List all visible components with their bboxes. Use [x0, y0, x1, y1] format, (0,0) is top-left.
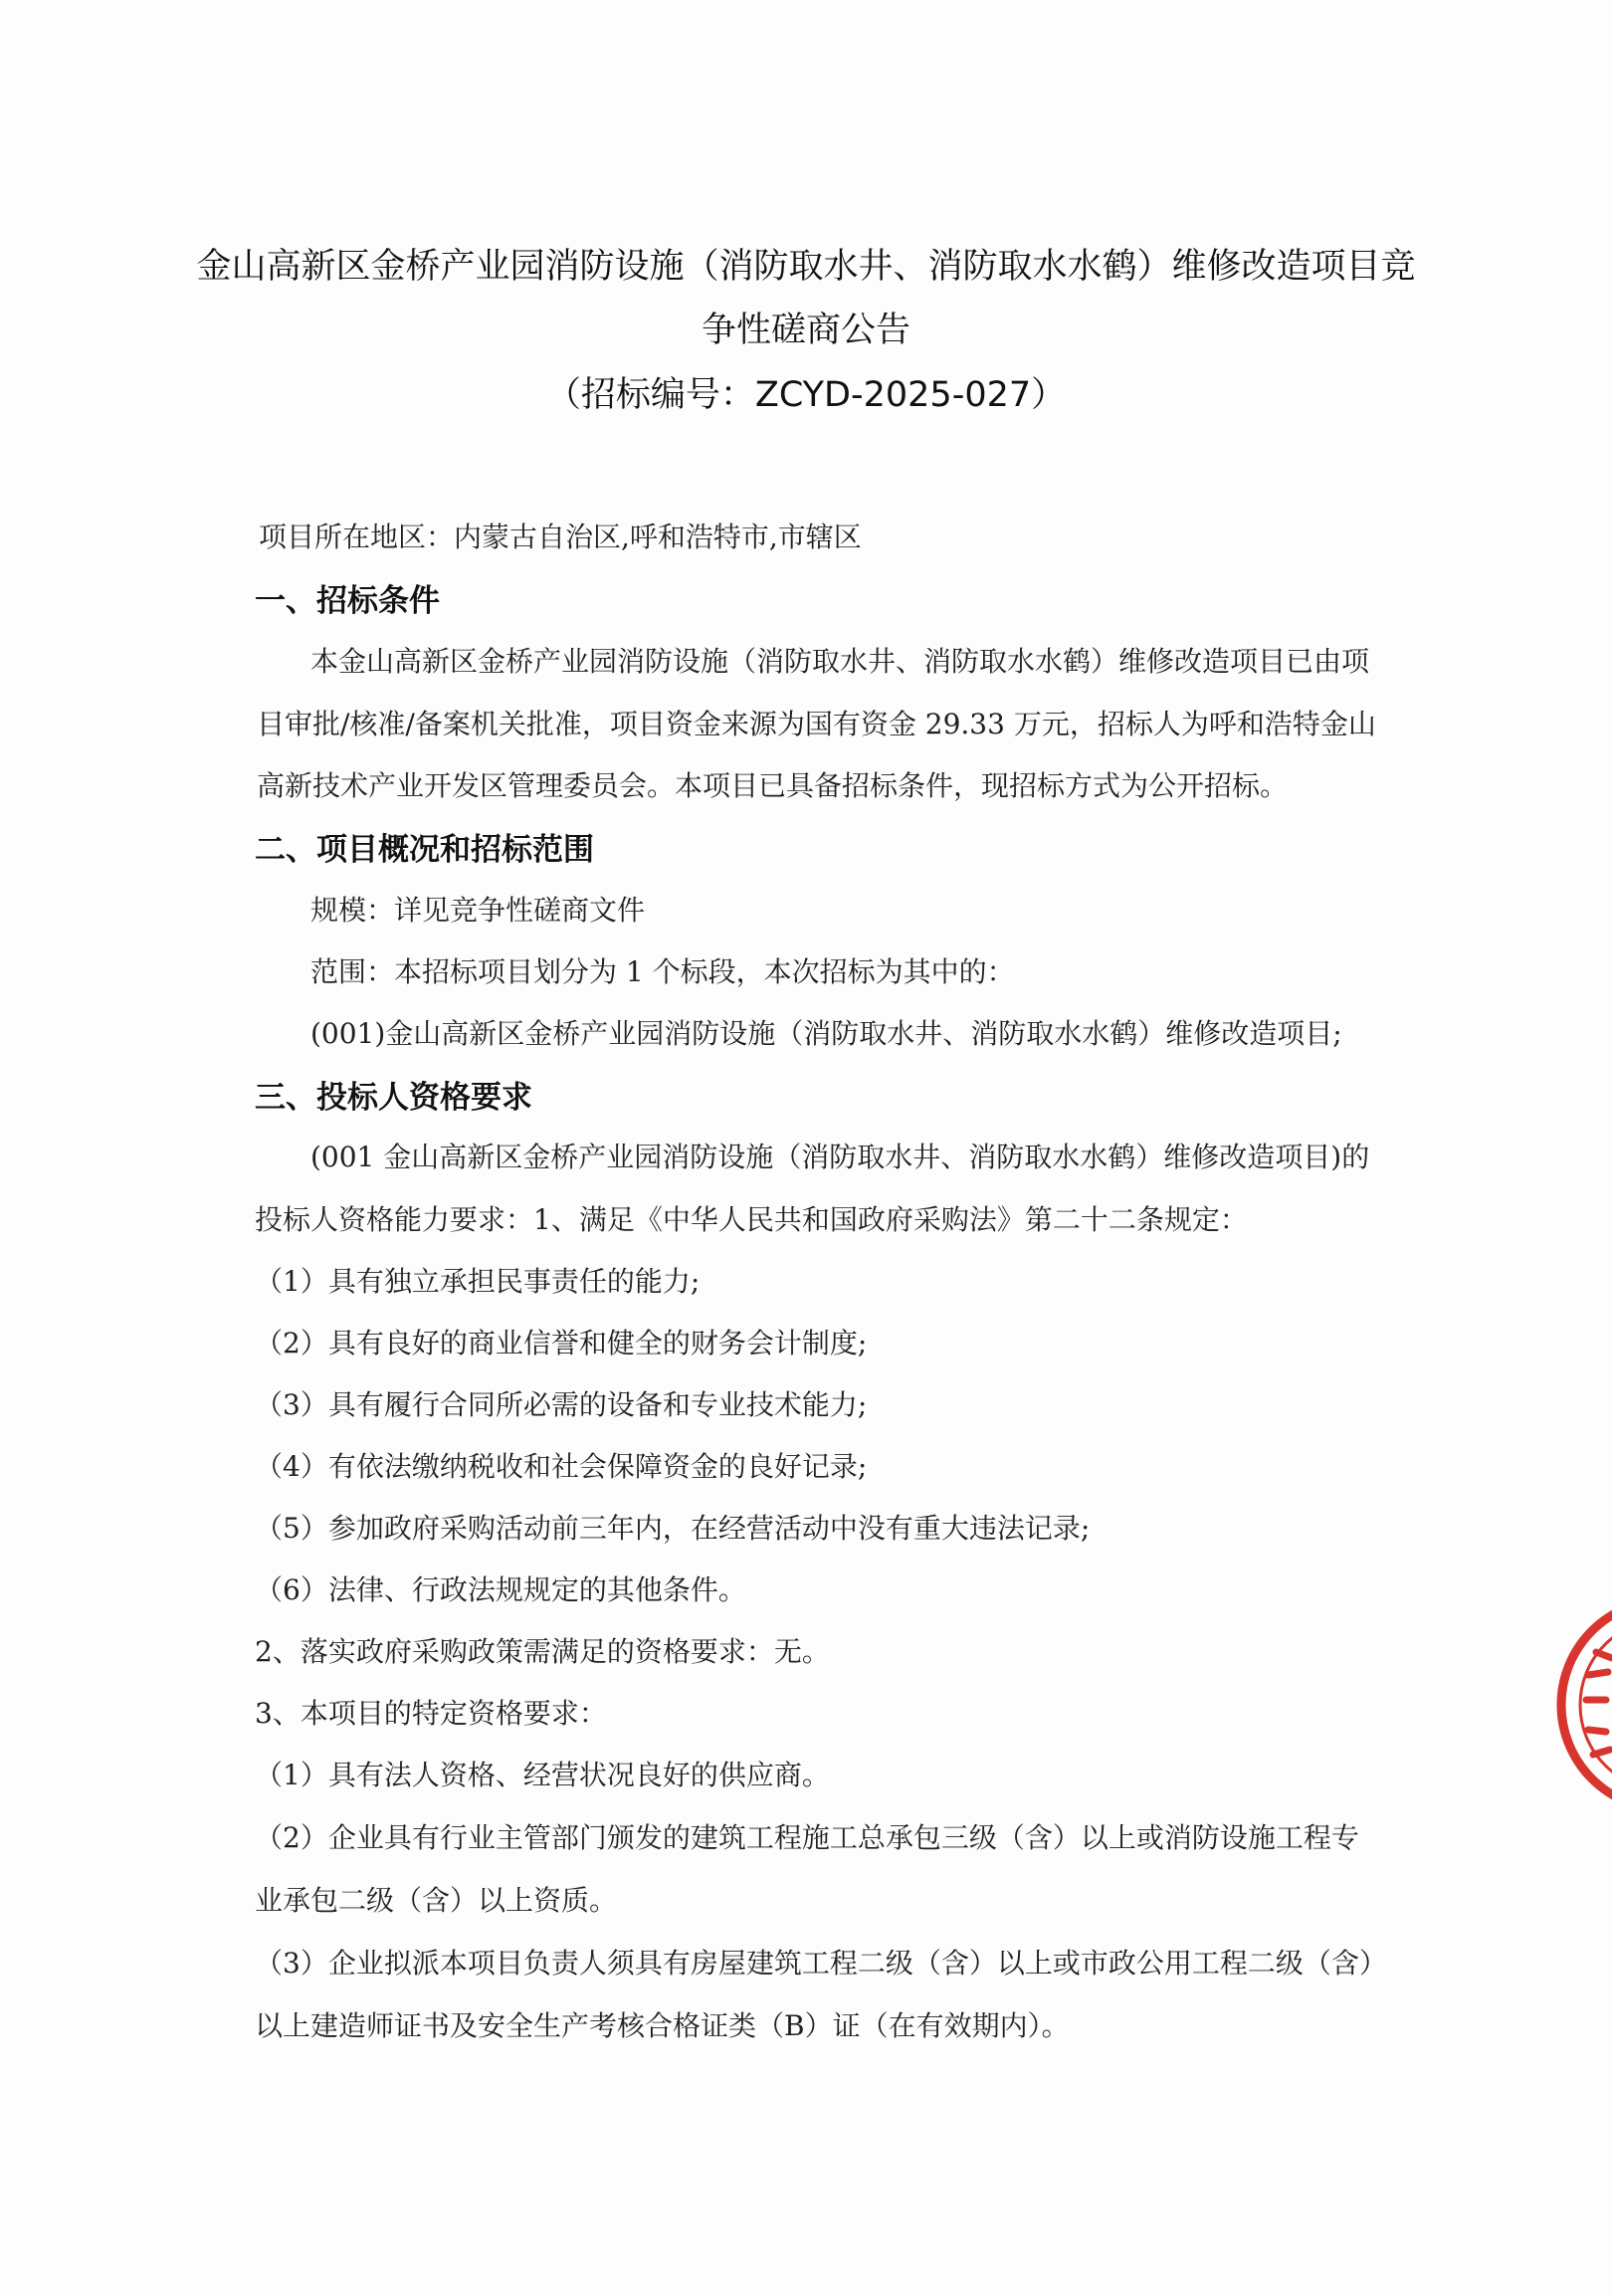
section-heading-3: 三、投标人资格要求	[255, 1080, 532, 1116]
section-3-line: （3）企业拟派本项目负责人须具有房屋建筑工程二级（含）以上或市政公用工程二级（含）	[255, 1947, 1387, 1980]
section-3-line: （2）具有良好的商业信誉和健全的财务会计制度;	[255, 1327, 868, 1359]
section-3-line: 2、落实政府采购政策需满足的资格要求：无。	[255, 1635, 830, 1668]
section-3-line: （3）具有履行合同所必需的设备和专业技术能力;	[255, 1388, 868, 1421]
project-location: 项目所在地区：内蒙古自治区,呼和浩特市,市辖区	[259, 521, 862, 553]
section-heading-2: 二、项目概况和招标范围	[255, 832, 594, 868]
section-3-line: (001 金山高新区金桥产业园消防设施（消防取水井、消防取水水鹤）维修改造项目)的	[310, 1141, 1370, 1173]
section-heading-1: 一、招标条件	[255, 583, 440, 619]
section-3-line: （6）法律、行政法规规定的其他条件。	[255, 1573, 746, 1606]
official-seal-icon	[1548, 1580, 1612, 1829]
section-3-line: 以上建造师证书及安全生产考核合格证类（B）证（在有效期内）。	[255, 2009, 1070, 2042]
section-3-line: 业承包二级（含）以上资质。	[255, 1884, 618, 1917]
section-3-line: 3、本项目的特定资格要求：	[255, 1697, 607, 1730]
tender-number: （招标编号：ZCYD-2025-027）	[545, 375, 1067, 415]
section-1-line: 高新技术产业开发区管理委员会。本项目已具备招标条件，现招标方式为公开招标。	[257, 769, 1289, 802]
section-3-line: （1）具有法人资格、经营状况良好的供应商。	[255, 1759, 830, 1791]
section-2-line: (001)金山高新区金桥产业园消防设施（消防取水井、消防取水水鹤）维修改造项目;	[310, 1017, 1342, 1050]
section-2-line: 规模：详见竞争性磋商文件	[310, 894, 646, 927]
section-3-line: 投标人资格能力要求：1、满足《中华人民共和国政府采购法》第二十二条规定：	[255, 1203, 1248, 1236]
section-3-line: （5）参加政府采购活动前三年内，在经营活动中没有重大违法记录;	[255, 1512, 1091, 1545]
section-3-line: （2）企业具有行业主管部门颁发的建筑工程施工总承包三级（含）以上或消防设施工程专	[255, 1821, 1359, 1854]
title-line-2: 争性磋商公告	[701, 311, 910, 350]
section-1-line: 目审批/核准/备案机关批准，项目资金来源为国有资金 29.33 万元，招标人为呼和浩特金山	[257, 708, 1376, 740]
section-1-line: 本金山高新区金桥产业园消防设施（消防取水井、消防取水水鹤）维修改造项目已由项	[310, 645, 1370, 678]
section-3-line: （1）具有独立承担民事责任的能力;	[255, 1265, 701, 1298]
title-line-1: 金山高新区金桥产业园消防设施（消防取水井、消防取水水鹤）维修改造项目竞	[196, 247, 1416, 287]
section-3-line: （4）有依法缴纳税收和社会保障资金的良好记录;	[255, 1450, 868, 1483]
section-2-line: 范围：本招标项目划分为 1 个标段，本次招标为其中的：	[310, 955, 1015, 988]
